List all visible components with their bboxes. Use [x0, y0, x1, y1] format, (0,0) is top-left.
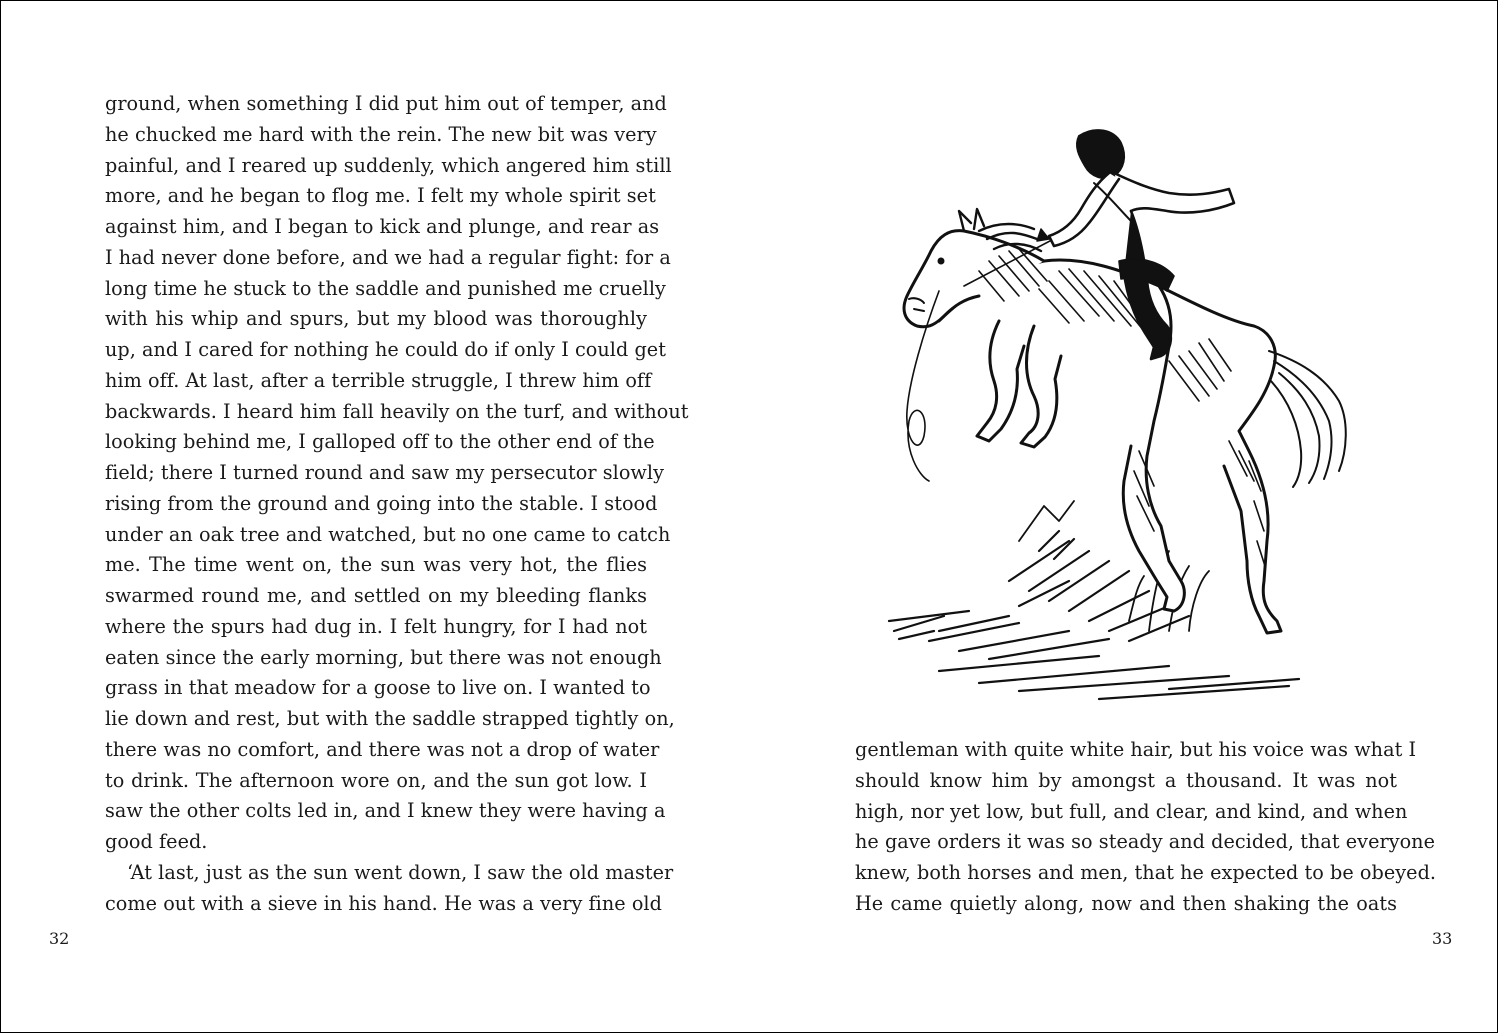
text-line: up, and I cared for nothing he could do if only I could get	[105, 338, 666, 361]
text-line: him off. At last, after a terrible struggle, I threw him off	[105, 368, 652, 392]
text-line: lie down and rest, but with the saddle strapped tightly on,	[105, 707, 675, 730]
text-line: rising from the ground and going into the stable. I stood	[105, 491, 658, 515]
text-line: should know him by amongst a thousand. It was not	[855, 768, 1397, 792]
text-line: there was no comfort, and there was not a drop of water	[105, 737, 660, 761]
left-page-text	[105, 89, 689, 919]
text-line: saw the other colts led in, and I knew they were having a	[105, 799, 666, 823]
text-line: He came quietly along, now and then shaking the oats	[855, 891, 1397, 915]
page-number-left: 32	[49, 929, 70, 948]
text-line: looking behind me, I galloped off to the other end of the	[105, 430, 655, 454]
text-line: to drink. The afternoon wore on, and the sun got low. I	[105, 768, 647, 792]
text-line: more, and he began to flog me. I felt my whole spirit set	[105, 184, 656, 208]
text-line: with his whip and spurs, but my blood was thoroughly	[105, 307, 647, 331]
text-line-paragraph-end: good feed.	[105, 830, 208, 853]
text-line: ground, when something I did put him out of temper, and	[105, 92, 667, 115]
text-line: he gave orders it was so steady and decided, that everyone	[855, 830, 1435, 854]
text-line: me. The time went on, the sun was very hot, the flies	[105, 553, 647, 577]
text-line: against him, and I began to kick and plunge, and rear as	[105, 215, 660, 238]
text-line: gentleman with quite white hair, but his voice was what I	[855, 738, 1417, 761]
text-line: he chucked me hard with the rein. The new bit was very	[105, 122, 657, 146]
text-line: high, nor yet low, but full, and clear, and kind, and when	[855, 799, 1408, 823]
text-line: where the spurs had dug in. I felt hungry, for I had not	[105, 614, 647, 638]
text-line: come out with a sieve in his hand. He was a very fine old	[105, 891, 662, 915]
text-line: knew, both horses and men, that he expected to be obeyed.	[855, 861, 1437, 884]
rearing-horse-icon	[869, 111, 1389, 711]
text-line: eaten since the early morning, but there was not enough	[105, 645, 662, 669]
page-number-right: 33	[1432, 929, 1453, 948]
text-line-paragraph-start: ‘At last, just as the sun went down, I saw the old master	[127, 860, 674, 884]
text-line: grass in that meadow for a goose to live on. I wanted to	[105, 676, 651, 700]
rearing-horse-with-rider-illustration	[869, 111, 1389, 711]
text-line: field; there I turned round and saw my persecutor slowly	[105, 461, 664, 484]
text-line: long time he stuck to the saddle and punished me cruelly	[105, 276, 666, 300]
text-line: painful, and I reared up suddenly, which angered him still	[105, 153, 672, 177]
text-line: swarmed round me, and settled on my bleeding flanks	[105, 584, 647, 607]
text-line: I had never done before, and we had a regular fight: for a	[105, 245, 671, 269]
right-page	[751, 1, 1498, 1032]
text-line: under an oak tree and watched, but no one came to catch	[105, 522, 671, 546]
right-page-text	[855, 735, 1437, 920]
text-line: backwards. I heard him fall heavily on the turf, and without	[105, 399, 689, 423]
left-page	[1, 1, 751, 1032]
